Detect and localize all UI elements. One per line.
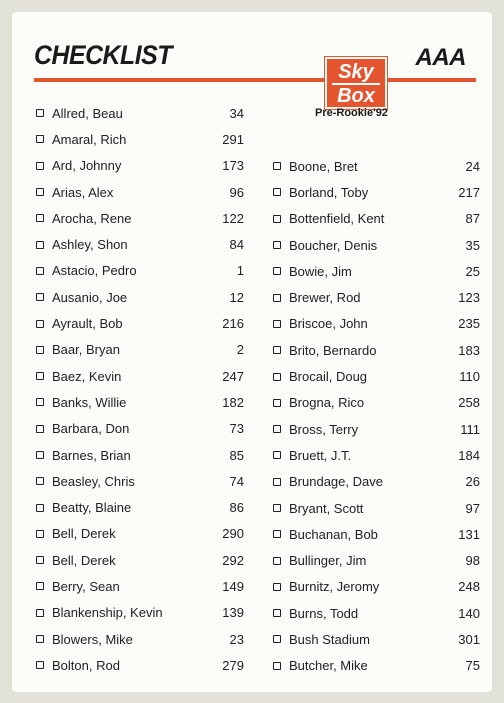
player-name: Bross, Terry: [289, 421, 359, 437]
card-number: 74: [229, 473, 244, 489]
player-name: Beasley, Chris: [52, 473, 135, 489]
checkbox-icon[interactable]: [273, 583, 281, 591]
player-name: Beatty, Blaine: [52, 500, 132, 516]
checkbox-icon[interactable]: [36, 504, 44, 512]
checkbox-icon[interactable]: [273, 373, 281, 381]
checkbox-icon[interactable]: [273, 609, 281, 617]
card-number: 73: [229, 421, 244, 437]
player-name: Brewer, Rod: [289, 290, 361, 306]
checklist-row: [36, 416, 244, 442]
checkbox-icon[interactable]: [36, 135, 44, 143]
checklist-row: [273, 574, 480, 600]
card-number: 26: [465, 474, 480, 490]
checklist-row: [36, 284, 244, 310]
card-number: 184: [458, 447, 480, 463]
checklist-row: [36, 100, 244, 126]
card-number: 111: [460, 421, 480, 437]
card-number: 183: [458, 342, 480, 358]
checklist-row: [273, 258, 480, 284]
checklist-row: [36, 652, 244, 678]
card-number: 98: [465, 553, 480, 569]
checklist-row: [273, 600, 480, 626]
card-number: 85: [229, 447, 244, 463]
checklist-row: [273, 416, 480, 442]
player-name: Bowie, Jim: [289, 263, 352, 279]
checklist-row: [36, 573, 244, 599]
player-name: Burnitz, Jeromy: [289, 579, 380, 595]
checkbox-icon[interactable]: [273, 662, 281, 670]
checklist-row: [36, 521, 244, 547]
player-name: Bell, Derek: [52, 552, 116, 568]
player-name: Briscoe, John: [289, 316, 368, 332]
checkbox-icon[interactable]: [273, 451, 281, 459]
checklist-row: [36, 337, 244, 363]
checkbox-icon[interactable]: [36, 320, 44, 328]
checklist-card: [12, 12, 492, 692]
player-name: Bolton, Rod: [52, 657, 120, 673]
card-number: 12: [229, 289, 244, 305]
checklist-row: [36, 205, 244, 231]
checklist-row: [273, 311, 480, 337]
checkbox-icon[interactable]: [273, 530, 281, 538]
card-number: 258: [458, 395, 480, 411]
checklist-row: [36, 363, 244, 389]
card-number: 34: [229, 105, 244, 121]
player-name: Bryant, Scott: [289, 500, 364, 516]
card-number: 75: [465, 658, 480, 674]
checkbox-icon[interactable]: [273, 320, 281, 328]
player-name: Barbara, Don: [52, 421, 130, 437]
card-number: 173: [222, 158, 244, 174]
logo-badge: [325, 57, 387, 109]
card-number: 110: [459, 369, 480, 385]
checklist-row: [273, 521, 480, 547]
checkbox-icon[interactable]: [36, 162, 44, 170]
card-number: 140: [458, 605, 480, 621]
checklist-row: [273, 653, 480, 679]
player-name: Bullinger, Jim: [289, 553, 367, 569]
header-rule: [34, 78, 476, 82]
checkbox-icon[interactable]: [36, 530, 44, 538]
player-name: Berry, Sean: [52, 578, 120, 594]
player-name: Brogna, Rico: [289, 395, 365, 411]
card-number: 182: [222, 394, 244, 410]
checklist-row: [36, 310, 244, 336]
checkbox-icon[interactable]: [273, 294, 281, 302]
skybox-logo: [315, 57, 407, 127]
checklist-row: [36, 494, 244, 520]
checkbox-icon[interactable]: [36, 451, 44, 459]
checklist-row: [273, 153, 480, 179]
card-number: 139: [222, 605, 244, 621]
checkbox-icon[interactable]: [273, 188, 281, 196]
player-name: Banks, Willie: [52, 394, 127, 410]
checklist-row: [273, 495, 480, 521]
checkbox-icon[interactable]: [273, 346, 281, 354]
card-number: 87: [465, 211, 480, 227]
card-number: 97: [465, 500, 480, 516]
checkbox-icon[interactable]: [36, 609, 44, 617]
player-name: Ayrault, Bob: [52, 316, 123, 332]
card-number: 149: [222, 578, 244, 594]
series-label: AAA: [415, 44, 466, 71]
player-name: Boucher, Denis: [289, 237, 378, 253]
card-number: 96: [229, 184, 244, 200]
player-name: Brito, Bernardo: [289, 342, 377, 358]
card-number: 290: [222, 526, 244, 542]
checklist-row: [273, 442, 480, 468]
player-name: Bruett, J.T.: [289, 447, 352, 463]
card-number: 1: [236, 263, 244, 279]
checkbox-icon[interactable]: [36, 661, 44, 669]
player-name: Arocha, Rene: [52, 210, 132, 226]
card-number: 123: [458, 290, 480, 306]
card-number: 279: [222, 657, 244, 673]
card-number: 23: [229, 631, 244, 647]
checklist-row: [36, 231, 244, 257]
checkbox-icon[interactable]: [36, 293, 44, 301]
checklist-row: [36, 258, 244, 284]
player-name: Buchanan, Bob: [289, 526, 378, 542]
logo-line-sky: Sky: [338, 61, 374, 83]
checkbox-icon[interactable]: [36, 346, 44, 354]
card-number: 301: [458, 631, 480, 647]
checkbox-icon[interactable]: [273, 241, 281, 249]
checkbox-icon[interactable]: [273, 425, 281, 433]
checkbox-icon[interactable]: [273, 162, 281, 170]
checkbox-icon[interactable]: [273, 557, 281, 565]
card-number: 292: [222, 552, 244, 568]
card-number: 131: [458, 526, 480, 542]
checkbox-icon[interactable]: [273, 478, 281, 486]
player-name: Burns, Todd: [289, 605, 359, 621]
checklist-row: [273, 232, 480, 258]
player-name: Bottenfield, Kent: [289, 211, 385, 227]
logo-caption: Pre-Rookie'92: [315, 107, 388, 119]
player-name: Borland, Toby: [289, 184, 369, 200]
checklist-row: [36, 153, 244, 179]
checklist-row: [273, 363, 480, 389]
logo-line-box: Box: [332, 83, 380, 107]
checklist-row: [36, 626, 244, 652]
card-number: 86: [229, 500, 244, 516]
checklist-row: [36, 389, 244, 415]
player-name: Amaral, Rich: [52, 131, 127, 147]
card-number: 25: [465, 263, 480, 279]
checkbox-icon[interactable]: [36, 556, 44, 564]
card-number: 122: [222, 210, 244, 226]
checkbox-icon[interactable]: [36, 477, 44, 485]
player-name: Bell, Derek: [52, 526, 116, 542]
checklist-row: [273, 284, 480, 310]
player-name: Brocail, Doug: [289, 369, 368, 385]
card-number: 217: [458, 184, 480, 200]
player-name: Blankenship, Kevin: [52, 605, 163, 621]
checklist-row: [36, 468, 244, 494]
checklist-left-column: [36, 100, 244, 679]
checkbox-icon[interactable]: [36, 241, 44, 249]
checkbox-icon[interactable]: [36, 214, 44, 222]
card-number: 248: [458, 579, 480, 595]
checklist-row: [273, 626, 480, 652]
card-number: 235: [458, 316, 480, 332]
checklist-row: [36, 547, 244, 573]
checkbox-icon[interactable]: [273, 215, 281, 223]
checkbox-icon[interactable]: [36, 582, 44, 590]
checkbox-icon[interactable]: [36, 267, 44, 275]
page-title: CHECKLIST: [34, 40, 172, 70]
player-name: Baar, Bryan: [52, 342, 120, 358]
player-name: Blowers, Mike: [52, 631, 133, 647]
checklist-right-column: [273, 153, 480, 679]
checklist-row: [273, 179, 480, 205]
player-name: Ashley, Shon: [52, 237, 128, 253]
checklist-row: [36, 600, 244, 626]
player-name: Astacio, Pedro: [52, 263, 137, 279]
checkbox-icon[interactable]: [36, 425, 44, 433]
checklist-row: [273, 469, 480, 495]
player-name: Butcher, Mike: [289, 658, 368, 674]
card-number: 291: [222, 131, 244, 147]
checklist-row: [36, 442, 244, 468]
checklist-row: [273, 390, 480, 416]
checkbox-icon[interactable]: [36, 398, 44, 406]
player-name: Baez, Kevin: [52, 368, 122, 384]
checklist-row: [273, 337, 480, 363]
player-name: Bush Stadium: [289, 631, 370, 647]
card-number: 24: [465, 158, 480, 174]
player-name: Ausanio, Joe: [52, 289, 128, 305]
checkbox-icon[interactable]: [36, 109, 44, 117]
checklist-row: [273, 206, 480, 232]
player-name: Brundage, Dave: [289, 474, 383, 490]
checkbox-icon[interactable]: [273, 399, 281, 407]
card-number: 216: [222, 316, 244, 332]
card-number: 247: [222, 368, 244, 384]
checkbox-icon[interactable]: [273, 267, 281, 275]
player-name: Arias, Alex: [52, 184, 114, 200]
player-name: Barnes, Brian: [52, 447, 131, 463]
checklist-row: [36, 179, 244, 205]
checklist-row: [36, 126, 244, 152]
checkbox-icon[interactable]: [36, 635, 44, 643]
player-name: Boone, Bret: [289, 158, 358, 174]
checkbox-icon[interactable]: [36, 372, 44, 380]
player-name: Allred, Beau: [52, 105, 123, 121]
card-number: 2: [236, 342, 244, 358]
player-name: Ard, Johnny: [52, 158, 122, 174]
card-number: 35: [465, 237, 480, 253]
checkbox-icon[interactable]: [273, 504, 281, 512]
checklist-row: [273, 547, 480, 573]
checkbox-icon[interactable]: [36, 188, 44, 196]
checkbox-icon[interactable]: [273, 635, 281, 643]
card-number: 84: [229, 237, 244, 253]
